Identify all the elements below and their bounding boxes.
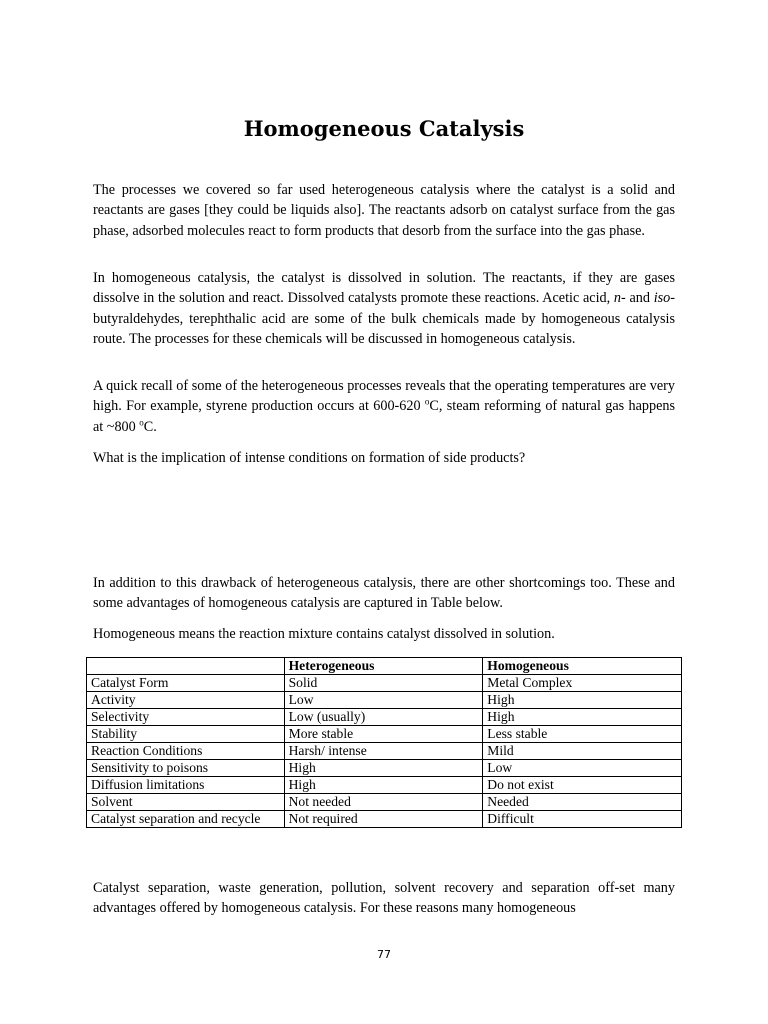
table-cell: Low (usually) (284, 709, 483, 726)
table-header-cell: Heterogeneous (284, 658, 483, 675)
table-cell: Less stable (483, 726, 682, 743)
table-row (87, 794, 682, 811)
paragraph-drawback: In addition to this drawback of heterogeneous catalysis, there are other shortcomings too. These and some advantages of homogeneous catalysis are captured in Table below. (93, 575, 675, 612)
table-cell: Low (284, 692, 483, 709)
table-header-cell (87, 658, 285, 675)
table-cell: Catalyst separation and recycle (87, 811, 285, 828)
table-cell: Do not exist (483, 777, 682, 794)
table-cell: Solid (284, 675, 483, 692)
table-cell: Harsh/ intense (284, 743, 483, 760)
paragraph-conclusion: Catalyst separation, waste generation, pollution, solvent recovery and separation off-set many advantages offered by homogeneous catalysis. For these reasons many homogeneous (93, 880, 675, 917)
table-cell: Stability (87, 726, 285, 743)
comparison-table (86, 657, 682, 828)
table-cell: High (483, 709, 682, 726)
table-cell: Metal Complex (483, 675, 682, 692)
table-cell: Sensitivity to poisons (87, 760, 285, 777)
page-title: Homogeneous Catalysis (243, 116, 525, 141)
table-cell: High (483, 692, 682, 709)
paragraph-question: What is the implication of intense conditions on formation of side products? (93, 450, 526, 466)
table-cell: Needed (483, 794, 682, 811)
paragraph-homogeneous-meaning: Homogeneous means the reaction mixture contains catalyst dissolved in solution. (93, 626, 555, 642)
table-cell: Low (483, 760, 682, 777)
table-cell: Selectivity (87, 709, 285, 726)
table-row (87, 675, 682, 692)
table-row (87, 709, 682, 726)
table-header-row (87, 658, 682, 675)
table-cell: Reaction Conditions (87, 743, 285, 760)
paragraph-intro: The processes we covered so far used heterogeneous catalysis where the catalyst is a solid and reactants are gases [they could be liquids also]. The reactants adsorb on catalyst surface from the gas phase, adsorbed molecules react to form products that desorb from the surface into the gas phase. (93, 182, 675, 239)
table-row (87, 760, 682, 777)
table-cell: High (284, 760, 483, 777)
paragraph-homogeneous-definition: In homogeneous catalysis, the catalyst is dissolved in solution. The reactants, if they are gases dissolve in the solution and react. Dissolved catalysts promote these reactions. Acetic acid, n- and iso-butyraldehydes, terephthalic acid are some of the bulk chemicals made by homogeneous catalysis route. The processes for these chemicals will be discussed in homogeneous catalysis. (93, 270, 675, 348)
table-cell: High (284, 777, 483, 794)
page-number: 77 (377, 948, 391, 961)
table-cell: Difficult (483, 811, 682, 828)
table-cell: Solvent (87, 794, 285, 811)
table-row (87, 743, 682, 760)
table-header-cell: Homogeneous (483, 658, 682, 675)
table-row (87, 777, 682, 794)
table-row (87, 726, 682, 743)
table-cell: Activity (87, 692, 285, 709)
paragraph-temperatures: A quick recall of some of the heterogeneous processes reveals that the operating temperatures are very high. For example, styrene production occurs at 600-620 $^o$C, steam reforming of natural gas happens at ~800 $^o$C. (93, 378, 675, 435)
table-cell: Diffusion limitations (87, 777, 285, 794)
table-row (87, 811, 682, 828)
table-cell: More stable (284, 726, 483, 743)
table-cell: Not needed (284, 794, 483, 811)
table-cell: Catalyst Form (87, 675, 285, 692)
table-cell: Mild (483, 743, 682, 760)
table-row (87, 692, 682, 709)
table-cell: Not required (284, 811, 483, 828)
